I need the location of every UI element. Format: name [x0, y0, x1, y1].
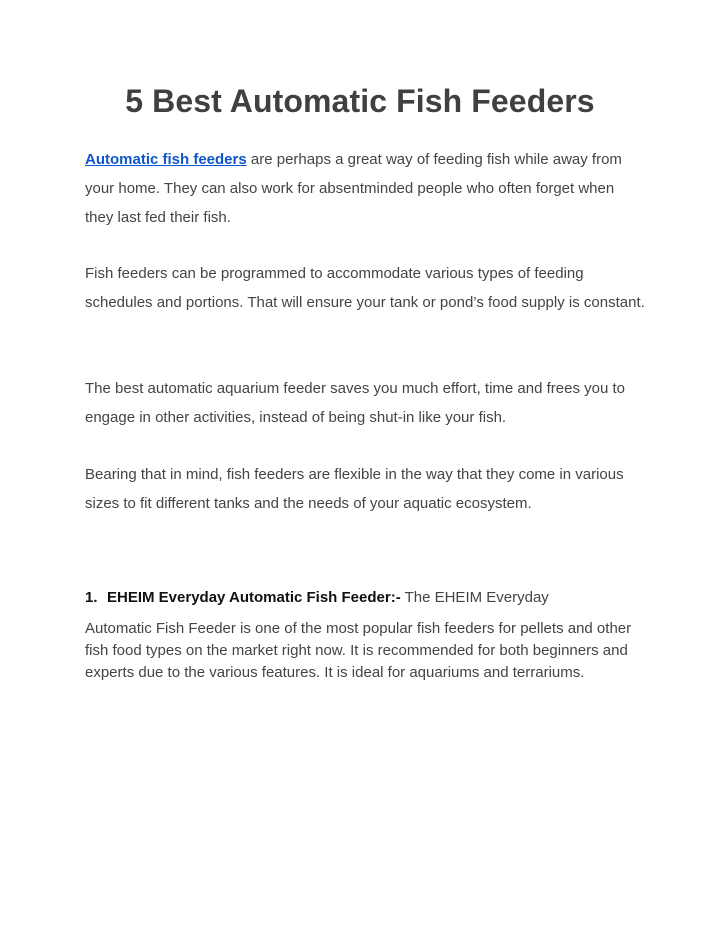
- list-item-heading-tail: The EHEIM Everyday: [400, 589, 549, 606]
- paragraph-programming: Fish feeders can be programmed to accommodate various types of feeding schedules and portions. That will ensure your tank or pond’s food supply is constant.: [85, 265, 645, 311]
- list-item-heading-line: [85, 586, 645, 610]
- intro-text: are perhaps a great way of feeding fish while away from your home. They can also work for absentminded people who often forget when they last fed their fish.: [85, 151, 622, 226]
- page-title: 5 Best Automatic Fish Feeders: [125, 83, 595, 119]
- paragraph-sizes: Bearing that in mind, fish feeders are flexible in the way that they come in various sizes to fit different tanks and the needs of your aquatic ecosystem.: [85, 466, 624, 512]
- paragraph-benefits: The best automatic aquarium feeder saves you much effort, time and frees you to engage in other activities, instead of being shut-in like your fish.: [85, 380, 626, 426]
- list-item-number: 1.: [85, 589, 98, 606]
- list-item-body: Automatic Fish Feeder is one of the most popular fish feeders for pellets and other fish food types on the market right now. It is recommended for both beginners and experts due to the various features. It is ideal for aquariums and terrariums.: [85, 620, 632, 681]
- intro-paragraph: [85, 145, 645, 232]
- list-item-heading: EHEIM Everyday Automatic Fish Feeder:-: [107, 589, 401, 606]
- automatic-fish-feeders-link[interactable]: Automatic fish feeders: [85, 151, 247, 168]
